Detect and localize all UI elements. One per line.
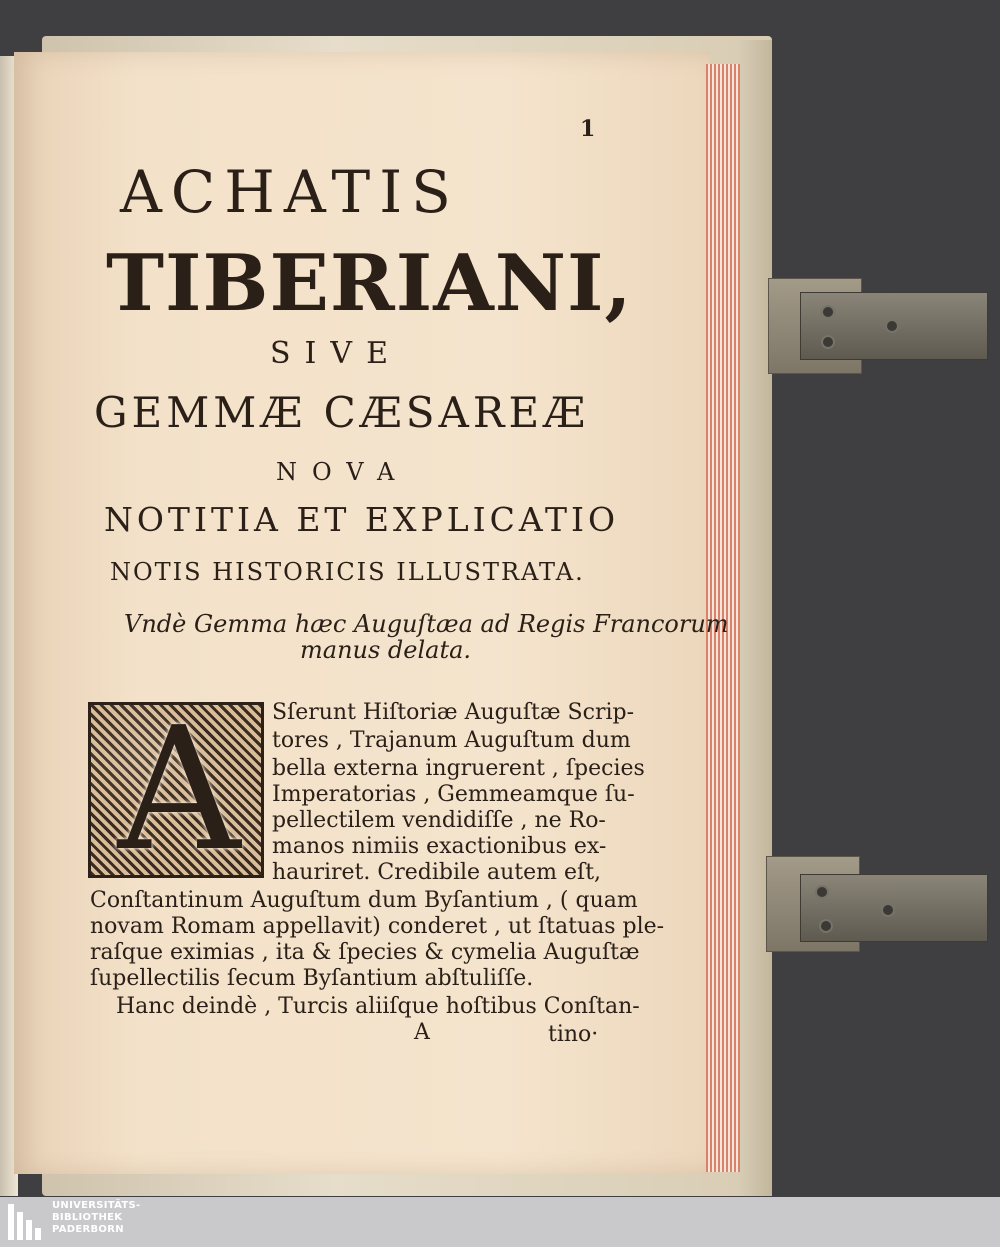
rivet-icon: [887, 321, 897, 331]
rivet-icon: [817, 887, 827, 897]
italic-heading-line-1: Vndè Gemma hæc Auguſtæa ad Regis Francorum: [124, 610, 729, 638]
title-sive: SIVE: [270, 336, 402, 371]
body-line: manos nimiis exactionibus ex-: [272, 834, 607, 859]
body-line: Hanc deindè , Turcis aliiſque hoſtibus Conſtan-: [116, 994, 640, 1019]
rivet-icon: [821, 921, 831, 931]
cover-edge: [738, 40, 772, 1196]
subtitle: NOTIS HISTORICIS ILLUSTRATA.: [110, 558, 585, 586]
rivet-icon: [823, 307, 833, 317]
lower-clasp-strap: [800, 874, 988, 942]
decorated-initial: [88, 691, 264, 889]
drop-cap-letter: A: [117, 691, 241, 889]
title-line-4: NOTITIA ET EXPLICATIO: [104, 500, 620, 539]
body-line: Conſtantinum Auguſtum dum Byſantium , ( quam: [90, 888, 638, 913]
rivet-icon: [823, 337, 833, 347]
signature-mark: A: [414, 1020, 430, 1045]
body-line: ſupellectilis ſecum Byſantium abſtuliſſe.: [90, 966, 534, 991]
library-name-line-3: PADERBORN: [52, 1224, 124, 1235]
footer-bar: [0, 1197, 1000, 1247]
body-line: bella externa ingruerent , ſpecies: [272, 756, 645, 781]
library-name-line-2: BIBLIOTHEK: [52, 1212, 123, 1223]
library-logo-icon: [8, 1204, 42, 1240]
page-number: 1: [580, 116, 596, 142]
upper-clasp-strap: [800, 292, 988, 360]
title-nova: NOVA: [276, 458, 410, 486]
body-line: hauriret. Credibile autem eſt,: [272, 860, 602, 885]
italic-heading-line-2: manus delata.: [300, 636, 472, 664]
body-line: tores , Trajanum Auguſtum dum: [272, 728, 631, 753]
title-line-1: ACHATIS: [120, 158, 460, 226]
body-line: pellectilem vendidiſſe , ne Ro-: [272, 808, 606, 833]
title-line-2: TIBERIANI,: [106, 238, 633, 329]
body-line: Sſerunt Hiſtoriæ Auguſtæ Scrip-: [272, 700, 635, 725]
library-name-line-1: UNIVERSITÄTS-: [52, 1200, 141, 1211]
catchword: tino·: [548, 1022, 599, 1047]
body-line: Imperatorias , Gemmeamque ſu-: [272, 782, 635, 807]
body-line: raſque eximias , ita & ſpecies & cymelia Auguſtæ: [90, 940, 640, 965]
rivet-icon: [883, 905, 893, 915]
title-line-3: GEMMÆ CÆSAREÆ: [94, 388, 590, 437]
body-line: novam Romam appellavit) conderet , ut ſtatuas ple-: [90, 914, 665, 939]
